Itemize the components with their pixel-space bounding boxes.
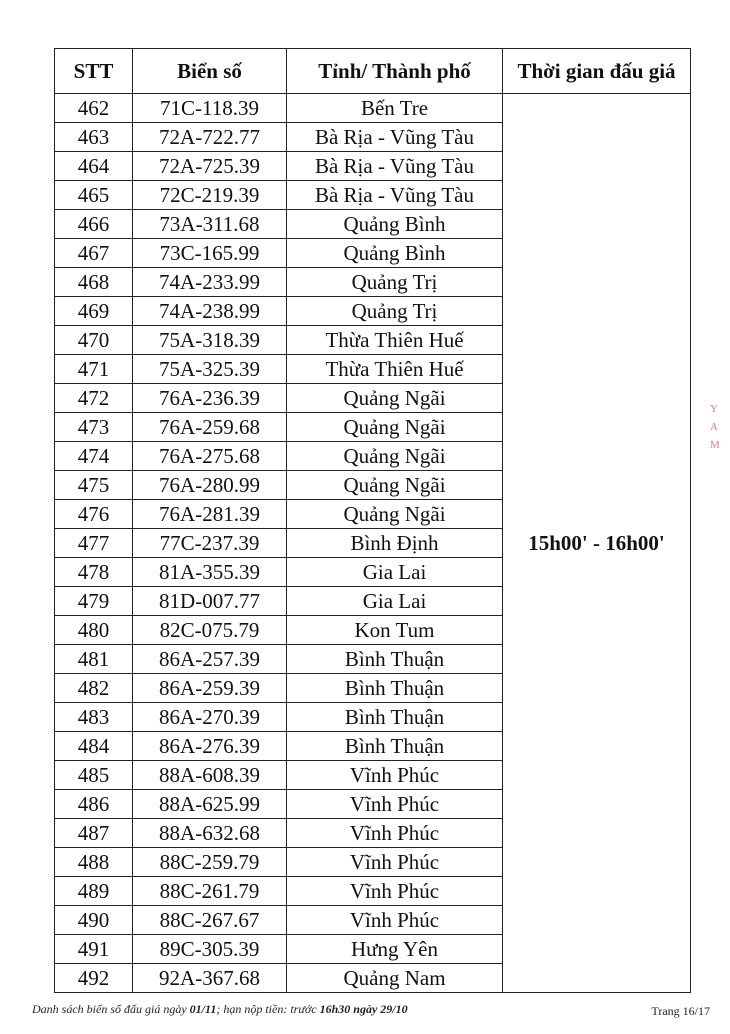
- cell-plate: 86A-276.39: [133, 732, 287, 761]
- cell-plate: 81A-355.39: [133, 558, 287, 587]
- footer-deadline: 16h30 ngày 29/10: [319, 1002, 408, 1016]
- cell-stt: 483: [55, 703, 133, 732]
- cell-stt: 491: [55, 935, 133, 964]
- cell-plate: 88C-267.67: [133, 906, 287, 935]
- header-plate: Biển số: [133, 49, 287, 94]
- cell-province: Bình Thuận: [287, 703, 503, 732]
- cell-stt: 466: [55, 210, 133, 239]
- cell-province: Quảng Ngãi: [287, 413, 503, 442]
- cell-stt: 469: [55, 297, 133, 326]
- cell-province: Gia Lai: [287, 558, 503, 587]
- cell-stt: 476: [55, 500, 133, 529]
- cell-province: Quảng Trị: [287, 268, 503, 297]
- margin-mark-letter: A: [710, 421, 718, 433]
- cell-plate: 75A-318.39: [133, 326, 287, 355]
- cell-plate: 88C-259.79: [133, 848, 287, 877]
- cell-plate: 86A-259.39: [133, 674, 287, 703]
- cell-province: Vĩnh Phúc: [287, 906, 503, 935]
- page-footer: [32, 1002, 712, 1017]
- cell-plate: 74A-238.99: [133, 297, 287, 326]
- cell-province: Quảng Trị: [287, 297, 503, 326]
- cell-stt: 488: [55, 848, 133, 877]
- cell-stt: 470: [55, 326, 133, 355]
- cell-plate: 89C-305.39: [133, 935, 287, 964]
- cell-plate: 73A-311.68: [133, 210, 287, 239]
- table-body: [55, 94, 691, 993]
- cell-stt: 486: [55, 790, 133, 819]
- cell-province: Quảng Ngãi: [287, 500, 503, 529]
- cell-plate: 76A-275.68: [133, 442, 287, 471]
- cell-stt: 492: [55, 964, 133, 993]
- cell-plate: 76A-280.99: [133, 471, 287, 500]
- cell-province: Quảng Ngãi: [287, 442, 503, 471]
- cell-plate: 88A-608.39: [133, 761, 287, 790]
- cell-auction-time: 15h00' - 16h00': [503, 94, 691, 993]
- cell-stt: 479: [55, 587, 133, 616]
- cell-stt: 462: [55, 94, 133, 123]
- cell-stt: 477: [55, 529, 133, 558]
- cell-province: Bình Thuận: [287, 645, 503, 674]
- cell-stt: 467: [55, 239, 133, 268]
- auction-table-sheet: [54, 48, 691, 993]
- cell-stt: 475: [55, 471, 133, 500]
- cell-stt: 487: [55, 819, 133, 848]
- cell-plate: 71C-118.39: [133, 94, 287, 123]
- cell-stt: 474: [55, 442, 133, 471]
- cell-province: Bình Định: [287, 529, 503, 558]
- header-auction-time: Thời gian đấu giá: [503, 49, 691, 94]
- cell-province: Vĩnh Phúc: [287, 790, 503, 819]
- table-header-row: [55, 49, 691, 94]
- cell-plate: 81D-007.77: [133, 587, 287, 616]
- cell-plate: 86A-257.39: [133, 645, 287, 674]
- cell-province: Bà Rịa - Vũng Tàu: [287, 152, 503, 181]
- page-number: Trang 16/17: [651, 1004, 710, 1018]
- cell-province: Quảng Ngãi: [287, 384, 503, 413]
- cell-stt: 490: [55, 906, 133, 935]
- cell-stt: 482: [55, 674, 133, 703]
- cell-province: Bình Thuận: [287, 732, 503, 761]
- cell-province: Vĩnh Phúc: [287, 819, 503, 848]
- cell-stt: 485: [55, 761, 133, 790]
- cell-province: Bà Rịa - Vũng Tàu: [287, 181, 503, 210]
- cell-province: Thừa Thiên Huế: [287, 355, 503, 384]
- cell-province: Quảng Nam: [287, 964, 503, 993]
- cell-stt: 472: [55, 384, 133, 413]
- footer-date: 01/11: [189, 1002, 217, 1016]
- footer-middle: ; hạn nộp tiền: trước: [216, 1002, 320, 1016]
- cell-province: Quảng Bình: [287, 239, 503, 268]
- cell-plate: 72C-219.39: [133, 181, 287, 210]
- cell-plate: 77C-237.39: [133, 529, 287, 558]
- margin-stamp-mark: [710, 400, 730, 540]
- cell-plate: 76A-259.68: [133, 413, 287, 442]
- cell-plate: 72A-722.77: [133, 123, 287, 152]
- cell-province: Vĩnh Phúc: [287, 848, 503, 877]
- cell-plate: 75A-325.39: [133, 355, 287, 384]
- cell-plate: 76A-236.39: [133, 384, 287, 413]
- cell-province: Hưng Yên: [287, 935, 503, 964]
- header-province: Tỉnh/ Thành phố: [287, 49, 503, 94]
- cell-plate: 88A-632.68: [133, 819, 287, 848]
- cell-province: Thừa Thiên Huế: [287, 326, 503, 355]
- cell-province: Bà Rịa - Vũng Tàu: [287, 123, 503, 152]
- cell-plate: 82C-075.79: [133, 616, 287, 645]
- cell-plate: 73C-165.99: [133, 239, 287, 268]
- cell-plate: 86A-270.39: [133, 703, 287, 732]
- cell-plate: 76A-281.39: [133, 500, 287, 529]
- plate-auction-table: [54, 48, 691, 993]
- cell-plate: 88A-625.99: [133, 790, 287, 819]
- cell-province: Kon Tum: [287, 616, 503, 645]
- cell-stt: 464: [55, 152, 133, 181]
- cell-province: Gia Lai: [287, 587, 503, 616]
- cell-province: Vĩnh Phúc: [287, 761, 503, 790]
- margin-mark-letter: Y: [710, 403, 718, 415]
- cell-plate: 92A-367.68: [133, 964, 287, 993]
- cell-plate: 72A-725.39: [133, 152, 287, 181]
- cell-province: Quảng Bình: [287, 210, 503, 239]
- cell-plate: 88C-261.79: [133, 877, 287, 906]
- margin-mark-letter: M: [710, 439, 720, 451]
- cell-stt: 465: [55, 181, 133, 210]
- header-stt: STT: [55, 49, 133, 94]
- cell-province: Vĩnh Phúc: [287, 877, 503, 906]
- cell-province: Bình Thuận: [287, 674, 503, 703]
- cell-stt: 489: [55, 877, 133, 906]
- cell-stt: 473: [55, 413, 133, 442]
- table-row: [55, 94, 691, 123]
- cell-stt: 463: [55, 123, 133, 152]
- footer-prefix: Danh sách biển số đấu giá ngày: [32, 1002, 190, 1016]
- cell-stt: 484: [55, 732, 133, 761]
- cell-plate: 74A-233.99: [133, 268, 287, 297]
- cell-stt: 480: [55, 616, 133, 645]
- cell-province: Bến Tre: [287, 94, 503, 123]
- cell-stt: 468: [55, 268, 133, 297]
- cell-province: Quảng Ngãi: [287, 471, 503, 500]
- cell-stt: 481: [55, 645, 133, 674]
- cell-stt: 478: [55, 558, 133, 587]
- cell-stt: 471: [55, 355, 133, 384]
